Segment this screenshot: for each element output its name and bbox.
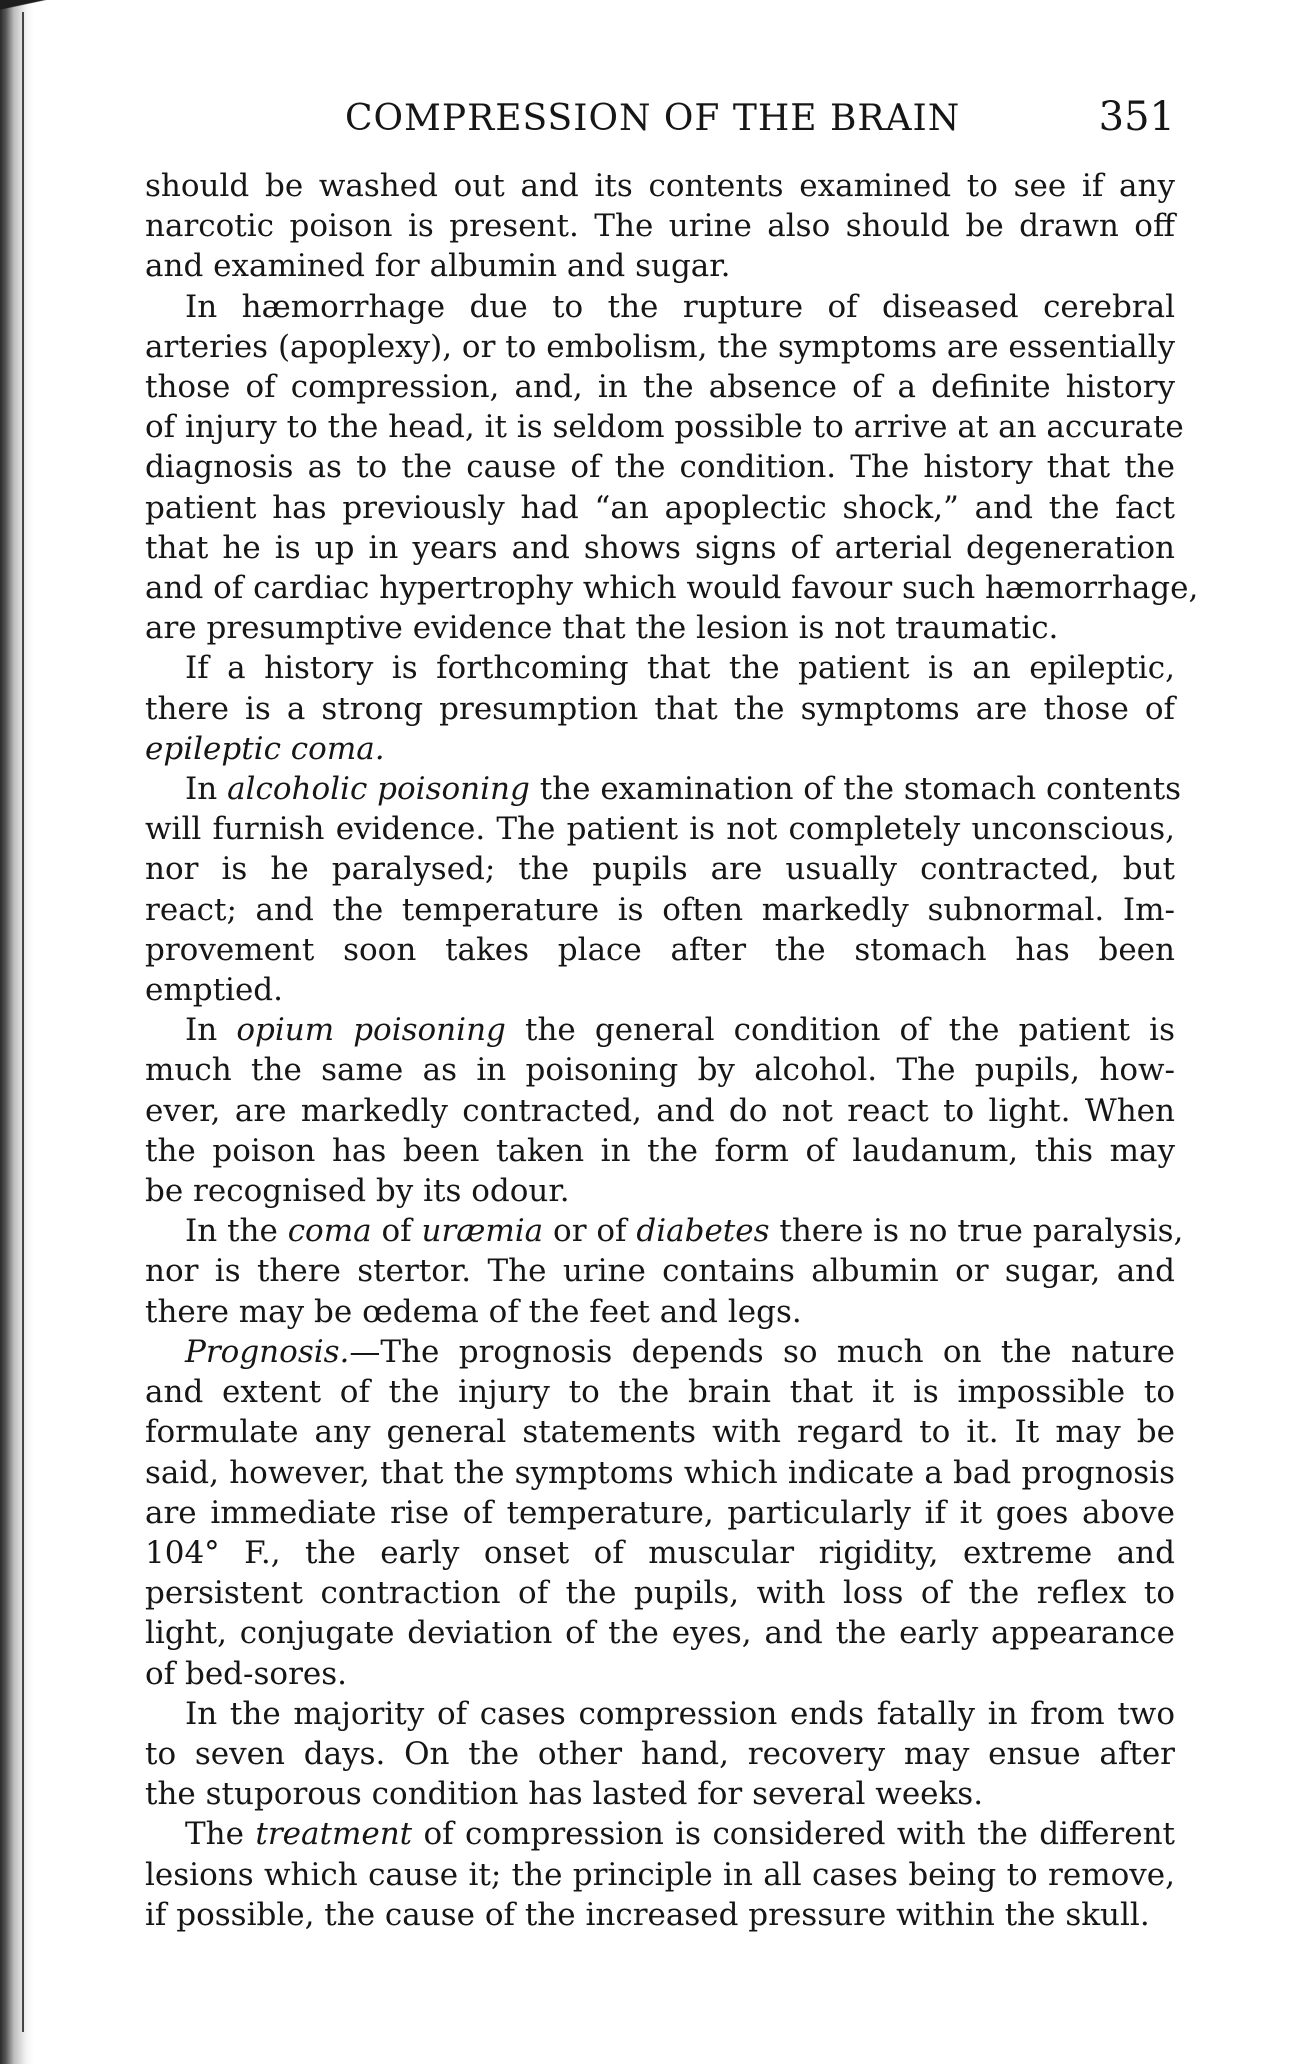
- text-run: are immediate rise of temperature, particularly if it goes above: [145, 1494, 1175, 1531]
- text-line: [145, 488, 1175, 528]
- text-line: [145, 1091, 1175, 1131]
- text-run: —The prognosis depends so much on the nature: [349, 1333, 1175, 1370]
- italic-text: coma: [287, 1213, 372, 1250]
- running-head: [145, 88, 1175, 148]
- text-line: [145, 1171, 1175, 1211]
- text-run: of injury to the head, it is seldom possible to arrive at an accurate: [145, 409, 1184, 446]
- text-run: there is a strong presumption that the symptoms are those of: [145, 690, 1175, 727]
- text-run: react; and the temperature is often markedly subnormal. Im-: [145, 891, 1175, 928]
- text-line: [145, 1372, 1175, 1412]
- text-line: [145, 367, 1175, 407]
- text-line: [145, 206, 1175, 246]
- text-run: In: [185, 771, 228, 808]
- text-line: [145, 1292, 1175, 1332]
- text-run: In the majority of cases compression ends fatally in from two: [185, 1695, 1175, 1732]
- text-run: lesions which cause it; the principle in all cases being to remove,: [145, 1856, 1175, 1893]
- text-run: of: [371, 1213, 422, 1250]
- text-line: [145, 447, 1175, 487]
- text-run: and extent of the injury to the brain that it is impossible to: [145, 1374, 1175, 1411]
- text-run: that he is up in years and shows signs of arterial degeneration: [145, 529, 1175, 566]
- text-run: should be washed out and its contents examined to see if any: [145, 168, 1175, 204]
- text-line: [145, 849, 1175, 889]
- text-run: provement soon takes place after the stomach has been: [145, 931, 1175, 968]
- text-run: If a history is forthcoming that the patient is an epileptic,: [185, 650, 1175, 687]
- text-run: and examined for albumin and sugar.: [145, 248, 731, 285]
- text-line: [145, 166, 1175, 206]
- text-run: those of compression, and, in the absence of a definite history: [145, 369, 1175, 406]
- text-run: arteries (apoplexy), or to embolism, the symptoms are essentially: [145, 328, 1176, 365]
- text-line: [145, 1493, 1175, 1533]
- text-line: [145, 1814, 1175, 1854]
- binding-edge-shadow: [0, 0, 34, 2064]
- text-line: [145, 809, 1175, 849]
- text-line: [145, 689, 1175, 729]
- text-run: and of cardiac hypertrophy which would favour such hæmorrhage,: [145, 570, 1199, 607]
- text-line: [145, 1211, 1184, 1251]
- text-run: will furnish evidence. The patient is not completely unconscious,: [145, 811, 1175, 848]
- text-line: [145, 930, 1175, 970]
- text-line: [145, 1533, 1175, 1573]
- text-line: [145, 1613, 1175, 1653]
- text-run: if possible, the cause of the increased pressure within the skull.: [145, 1896, 1150, 1933]
- text-run: narcotic poison is present. The urine also should be drawn off: [145, 208, 1175, 245]
- text-line: [145, 1734, 1175, 1774]
- text-line: [145, 1774, 1175, 1814]
- text-run: patient has previously had “an apoplectic shock,” and the fact: [145, 489, 1175, 526]
- italic-text: diabetes: [636, 1213, 770, 1250]
- text-line: [145, 648, 1175, 688]
- italic-text: uræmia: [421, 1213, 544, 1250]
- text-line: [145, 890, 1175, 930]
- text-line: [145, 769, 1182, 809]
- text-line: [145, 729, 1175, 769]
- text-line: [145, 1453, 1175, 1493]
- text-run: to seven days. On the other hand, recovery may ensue after: [145, 1735, 1175, 1772]
- text-line: [145, 528, 1175, 568]
- text-run: there is no true paralysis,: [769, 1213, 1184, 1250]
- text-line: [145, 1895, 1175, 1935]
- text-line: [145, 1332, 1175, 1372]
- italic-text: opium poisoning: [236, 1012, 506, 1049]
- text-run: persistent contraction of the pupils, with loss of the reflex to: [145, 1575, 1175, 1612]
- text-line: [145, 1050, 1175, 1090]
- running-title: COMPRESSION OF THE BRAIN: [345, 98, 961, 139]
- italic-text: treatment: [255, 1816, 413, 1853]
- text-run: The: [185, 1816, 256, 1853]
- text-line: [145, 608, 1175, 648]
- corner-mark: [0, 0, 140, 42]
- page-number: 351: [1098, 94, 1175, 140]
- text-run: the poison has been taken in the form of laudanum, this may: [145, 1132, 1175, 1169]
- text-line: [145, 970, 1175, 1010]
- text-run: In: [185, 1012, 237, 1049]
- text-run: diagnosis as to the cause of the condition. The history that the: [145, 449, 1175, 486]
- text-run: much the same as in poisoning by alcohol. The pupils, how-: [145, 1052, 1175, 1089]
- text-run: 104° F., the early onset of muscular rigidity, extreme and: [145, 1534, 1175, 1571]
- text-run: are presumptive evidence that the lesion is not traumatic.: [145, 610, 1059, 647]
- italic-text: alcoholic poisoning: [227, 771, 530, 808]
- text-run: there may be œdema of the feet and legs.: [145, 1293, 802, 1330]
- text-run: formulate any general statements with regard to it. It may be: [145, 1414, 1175, 1451]
- text-line: [145, 287, 1175, 327]
- text-run: be recognised by its odour.: [145, 1173, 570, 1210]
- text-line: [145, 1694, 1175, 1734]
- text-line: [145, 1131, 1175, 1171]
- text-run: the stuporous condition has lasted for several weeks.: [145, 1776, 984, 1813]
- text-run: or of: [543, 1213, 637, 1250]
- book-page: [145, 88, 1199, 1935]
- text-run: nor is there stertor. The urine contains albumin or sugar, and: [145, 1253, 1175, 1290]
- text-line: [145, 1010, 1175, 1050]
- binding-edge-line: [22, 12, 24, 2032]
- text-run: said, however, that the symptoms which indicate a bad prognosis: [145, 1454, 1175, 1491]
- body-text: [145, 166, 1199, 1935]
- text-run: ever, are markedly contracted, and do not react to light. When: [145, 1092, 1175, 1129]
- text-line: [145, 1855, 1175, 1895]
- text-line: [145, 1412, 1175, 1452]
- italic-text: epileptic coma.: [145, 730, 385, 767]
- text-line: [145, 327, 1175, 367]
- text-run: of bed-sores.: [145, 1655, 347, 1692]
- text-run: emptied.: [145, 972, 284, 1009]
- text-run: In the: [185, 1213, 288, 1250]
- text-run: nor is he paralysed; the pupils are usually contracted, but: [145, 851, 1175, 888]
- text-run: the examination of the stomach contents: [529, 771, 1182, 808]
- text-line: [145, 407, 1184, 447]
- text-line: [145, 1573, 1175, 1613]
- text-line: [145, 568, 1199, 608]
- text-line: [145, 1654, 1175, 1694]
- text-run: light, conjugate deviation of the eyes, and the early appearance: [145, 1615, 1175, 1652]
- text-run: of compression is considered with the different: [412, 1816, 1175, 1853]
- text-line: [145, 246, 1175, 286]
- italic-text: Prognosis.: [185, 1333, 350, 1370]
- text-run: the general condition of the patient is: [505, 1012, 1175, 1049]
- text-run: In hæmorrhage due to the rupture of diseased cerebral: [185, 288, 1175, 325]
- text-line: [145, 1251, 1175, 1291]
